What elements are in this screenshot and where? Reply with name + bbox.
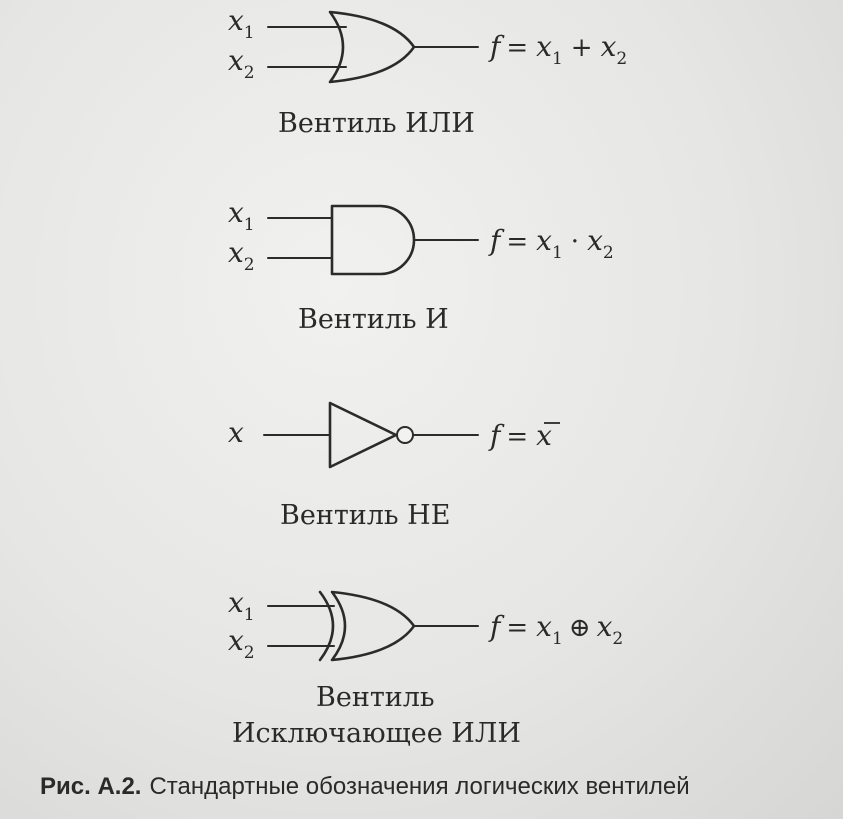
and-input-1-label: $x_1$ [228,196,255,235]
or-output-formula: $f = x_1 + x_2$ [490,30,628,69]
figure-caption [40,773,690,800]
or-input-1-label: $x_1$ [228,4,255,43]
not-inversion-bubble [397,427,413,443]
not-gate-label: Вентиль НЕ [280,500,451,531]
not-gate-group [228,403,560,531]
or-gate-symbol [330,12,414,82]
xor-gate-label-line1: Вентиль [316,682,435,713]
figure-caption-prefix: Рис. А.2. [40,773,142,800]
and-gate-label: Вентиль И [298,304,449,335]
xor-gate-label-line2: Исключающее ИЛИ [232,718,521,749]
not-gate-symbol [330,403,396,467]
and-output-formula: $f = x_1 \cdot x_2$ [490,224,614,263]
not-output-formula: f = x [490,419,552,452]
not-input-label: x [228,416,244,449]
xor-gate-group [228,586,623,749]
or-input-2-label: $x_2$ [228,44,255,83]
or-gate-label: Вентиль ИЛИ [278,108,475,139]
and-gate-group [228,196,614,335]
xor-input-1-label: $x_1$ [228,586,255,625]
xor-input-2-label: $x_2$ [228,624,255,663]
xor-extra-curve [320,592,333,660]
and-input-2-label: $x_2$ [228,236,255,275]
or-gate-group [228,4,627,139]
xor-gate-symbol [332,592,414,660]
xor-output-formula: $f = x_1$ ⊕ $x_2$ [490,610,624,649]
figure-caption-text: Стандартные обозначения логических вентилей [149,773,690,800]
and-gate-symbol [332,206,414,274]
